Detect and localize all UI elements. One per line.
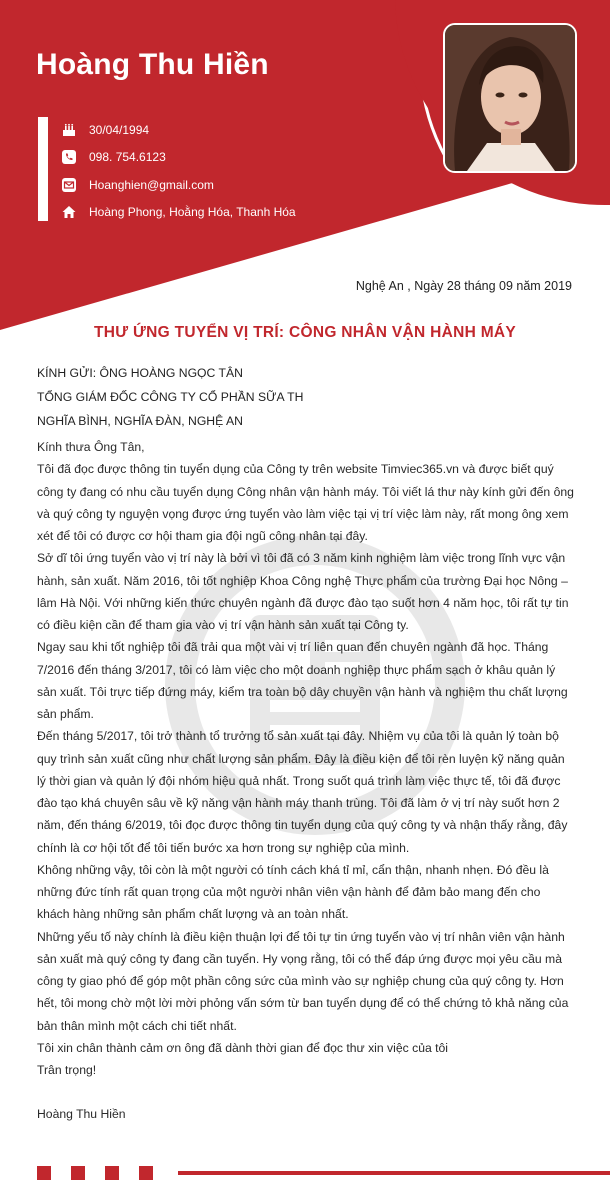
footer-rule xyxy=(178,1171,610,1175)
footer-decoration-squares xyxy=(37,1166,173,1180)
contact-address xyxy=(62,199,296,227)
contact-email xyxy=(62,171,296,199)
footer-square xyxy=(37,1166,51,1180)
letter-title: THƯ ỨNG TUYỂN VỊ TRÍ: CÔNG NHÂN VẬN HÀNH MÁY xyxy=(93,324,517,341)
birth-date: 30/04/1994 xyxy=(89,122,150,137)
signature: Hoàng Thu Hiền xyxy=(37,1107,126,1122)
email-address[interactable]: Hoanghien@gmail.com xyxy=(89,177,214,192)
letter-body xyxy=(37,436,575,1126)
phone-icon xyxy=(62,150,76,164)
place-and-date: Nghệ An , Ngày 28 tháng 09 năm 2019 xyxy=(355,279,572,293)
contact-accent-bar xyxy=(38,117,48,221)
contact-phone xyxy=(62,144,296,172)
candidate-name: Hoàng Thu Hiền xyxy=(36,48,269,81)
body-paragraph: Không những vậy, tôi còn là một người có tính cách khá tỉ mỉ, cẩn thận, nhanh nhẹn. Đó đều là những đức tính rất quan trọng của một người nhân viên vận hành để đảm bảo mang đến cho khách hàng những sản phẩm chất lượng và an toàn nhất. xyxy=(37,862,549,922)
body-paragraph: Những yếu tố này chính là điều kiện thuận lợi để tôi tự tin ứng tuyển vào vị trí nhân viên vận hành sản xuất mà quý công ty đang cần tuyển. Hy vọng rằng, tôi có thể đáp ứng được mọi yêu cầu mà công ty giao phó để góp một phần công sức của mình vào sự nghiệp chung của quý công ty. Hơn hết, tôi mong chờ một lời mời phỏng vấn sớm từ ban tuyển dụng để có thể chứng tỏ khả năng của bản thân mình một cách chi tiết nhất. xyxy=(37,929,569,1033)
salutation: Kính thưa Ông Tân, xyxy=(37,440,145,454)
closing: Trân trọng! xyxy=(37,1063,97,1077)
contact-birthday xyxy=(62,116,296,144)
footer-square xyxy=(71,1166,85,1180)
phone-number[interactable]: 098. 754.6123 xyxy=(89,150,166,165)
contact-list xyxy=(62,116,296,226)
body-paragraph: Sở dĩ tôi ứng tuyển vào vị trí này là bởi vì tôi đã có 3 năm kinh nghiệm làm việc trong lĩnh vực vận hành, sản xuất. Năm 2016, tôi tốt nghiệp Khoa Công nghệ Thực phẩm của trường Đại học Nông – lâm Hà Nội. Với những kiến thức chuyên ngành đã được đào tạo suốt hơn 4 năm học, tôi rất tự tin có điều kiện cần để tham gia vào vị trí vận hành sản xuất tại Công ty. xyxy=(37,551,569,632)
footer-square xyxy=(139,1166,153,1180)
birthday-cake-icon xyxy=(62,123,76,137)
body-paragraph: Ngay sau khi tốt nghiệp tôi đã trải qua một vài vị trí liên quan đến chuyên ngành đã học. Tháng 7/2016 đến tháng 3/2017, tôi có làm việc cho một doanh nghiệp thực phẩm sạch ở khâu quản lý sản xuất. Tôi trực tiếp đứng máy, kiểm tra toàn bộ dây chuyền vận hành và nghiệm thu chất lượng sản phẩm. xyxy=(37,640,568,721)
email-icon xyxy=(62,178,76,192)
recipient-line: TỔNG GIÁM ĐỐC CÔNG TY CỔ PHẦN SỮA TH xyxy=(37,390,304,404)
profile-photo xyxy=(443,23,577,173)
body-paragraph: Tôi xin chân thành cảm ơn ông đã dành thời gian để đọc thư xin việc của tôi xyxy=(37,1040,449,1055)
body-paragraph: Tôi đã đọc được thông tin tuyển dụng của Công ty trên website Timviec365.vn và được biết quý công ty đang có nhu cầu tuyển dụng Công nhân vận hành máy. Tôi viết lá thư này kính gửi đến ông và quý công ty nguyện vọng được ứng tuyển vào làm việc tại vị trí việc làm này, rất mong ông xem xét để tôi có được cơ hội tham gia đội ngũ công nhân tại đây. xyxy=(37,462,574,543)
home-address: Hoàng Phong, Hoằng Hóa, Thanh Hóa xyxy=(89,205,296,220)
footer-square xyxy=(105,1166,119,1180)
recipient-line: KÍNH GỬI: ÔNG HOÀNG NGỌC TÂN xyxy=(37,366,243,380)
recipient-line: NGHĨA BÌNH, NGHĨA ĐÀN, NGHỆ AN xyxy=(37,414,243,428)
body-paragraph: Đến tháng 5/2017, tôi trở thành tổ trưởng tổ sản xuất tại đây. Nhiệm vụ của tôi là quản lý toàn bộ quy trình sản xuất cũng như chất lượng sản phẩm. Đây là điều kiện để tôi rèn luyện kỹ năng quản lý thời gian và quản lý đội nhóm hiệu quả nhất. Trong suốt quá trình làm việc thực tế, tôi đã được đào tạo khá chuyên sâu về kỹ năng vận hành máy thanh trùng. Tôi đã làm ở vị trí này suốt hơn 2 năm, đến tháng 6/2019, tôi đọc được thông tin tuyển dụng của quý công ty và nhận thấy rằng, đây chính là cơ hội tốt để tôi tiến bước xa hơn trong sự nghiệp của mình. xyxy=(37,729,568,855)
recipient-block xyxy=(37,361,303,433)
home-icon xyxy=(62,205,76,219)
